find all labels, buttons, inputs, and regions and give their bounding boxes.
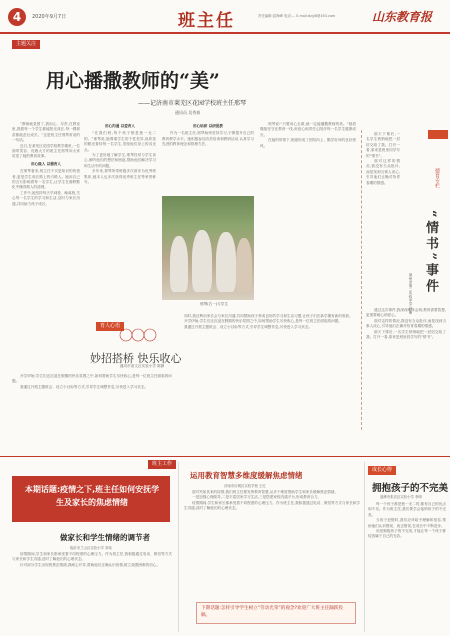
lower-left-byline: 临沂市兰山区实验小学 刘伟 <box>70 546 112 550</box>
photo-caption: 邢琴(右一)与学生 <box>200 302 228 306</box>
section2-byline: 潍坊市奎文区实验小学 陈静 <box>120 364 165 368</box>
masthead <box>0 0 450 34</box>
lead-photo <box>162 196 254 300</box>
paragraph: 我通过开展主题班会、设立小目标等方式,引导学生调整作息,尽快进入学习状态。 <box>20 384 149 389</box>
photo-person <box>236 238 252 292</box>
paragraph: 为了更好地了解学生,邢琴经常与学生谈心,倾听他们的想法和困惑,帮助他们解决学习和生活中的问题。 <box>84 153 156 168</box>
column-rule <box>364 462 365 632</box>
paragraph: 开学伊始,学生们还沉浸在假期的快乐氛围之中,如何帮助学生尽快收心,是每一位班主任面临的问题。 <box>184 319 342 324</box>
lead-column-4 <box>260 122 356 312</box>
publication-date: 2020年9月7日 <box>32 14 67 20</box>
paragraph: 工作中,她坚持每天早到校、晚离校,关心每一名学生的学习和生活,及时与家长沟通,共同助力孩子成长。 <box>12 190 80 206</box>
photo-person <box>216 232 236 292</box>
section-title: 班主任 <box>178 11 235 31</box>
section-divider <box>0 456 450 457</box>
lower-middle-column <box>184 490 360 598</box>
column-rule <box>178 462 179 632</box>
paragraph: 同时,我还利用家长会与家长沟通,共同帮助孩子养成良好的学习和生活习惯,让孩子们在新学期有新的收获。 <box>184 314 353 318</box>
paragraph: 针对部分学生出现的焦虑情绪,我耐心开导,帮助他们正确认识疫情,树立战胜困难的信心。 <box>20 562 160 567</box>
lower-middle-byline: 济南市历城区实验学校 王红 <box>224 484 266 488</box>
photo-person <box>170 236 188 292</box>
lead-article-byline: 通讯员 吴秀春 <box>175 110 201 115</box>
editor-info: 责任编辑:屈海峰 电话:... E-mail:dzjy8@163.com <box>258 14 336 18</box>
subheading: 用心沟通 以爱育人 <box>104 124 135 128</box>
paragraph: 面对这样的情况,我没有当众批评,而是找到当事人谈心,引导他们正确对待青春期的情感。 <box>366 159 400 185</box>
lower-left-title: 做家长和学生情绪的调节者 <box>60 533 150 542</box>
paragraph: 通过这次事件,我深深地体会到,教育需要智慧,更需要耐心和爱心。 <box>366 308 446 318</box>
paragraph: 那天下课后,一名学生悄悄地把一封信交给了我。打开一看,原来是班里同学写的“情书”。 <box>366 329 446 340</box>
paragraph: 一是加强心理疏导,二是丰富居家学习生活,三是搭建家校沟通平台,形成教育合力。 <box>192 495 322 500</box>
section2-column-2 <box>176 314 356 454</box>
paragraph: “教师就是园丁,我用心、尽责,在教室里,我愿每一个学生都能阳光成长,每一棵树苗都能茁壮成长。”这是班主任邢琴常说的一句话。 <box>12 122 80 143</box>
lead-article-title: 用心播撒教师的“美” <box>46 70 220 92</box>
kicker-topic: 主题关注 <box>12 40 40 49</box>
sidebar-title: “情书”事件 <box>423 210 438 295</box>
paragraph: 疫情期间,学生和家长都承受着不同程度的心理压力。作为班主任,我积极通过电话、微信等方式与家长和学生沟通,及时了解他们的心理状态。 <box>184 500 360 511</box>
sidebar-author: 莱州市第二实验中学 孙丽 <box>409 273 413 314</box>
paragraph: 当孩子犯错时,我们应该给予理解和宽容,帮助他们认识错误、改正错误,在成长中不断进步。 <box>368 518 446 528</box>
paragraph: 邢琴说:“只要用心去做,就一定能播撒教师的美。”她将继续坚守在教育一线,用爱心和责任心陪伴每一名学生健康成长。 <box>260 122 356 137</box>
page-number: 4 <box>8 8 26 26</box>
kicker-right: 成长心得 <box>368 466 396 475</box>
photo-person <box>192 230 212 292</box>
sidebar-column-1 <box>366 132 400 272</box>
kicker-lower: 班主工作 <box>148 460 176 469</box>
paragraph: 用爱拥抱孩子的不完美,才能让每一个孩子都绽放属于自己的光彩。 <box>368 529 446 539</box>
paragraph: 面对这样的情况,我没有当众批评,而是找到当事人谈心,引导他们正确对待青春期的情感。 <box>366 318 446 329</box>
lower-right-byline: 淄博市张店区实验小学 李明 <box>380 495 422 499</box>
paragraph: 作为一名班主任,邢琴始终坚持学习,不断提升自己的教育教学水平。她积极参加各类培训和教研活动,认真学习先进的教育理念和管理方法。 <box>162 131 254 147</box>
paragraph: 在她的带领下,班级形成了团结向上、勤学好问的良好班风。 <box>260 138 356 148</box>
paragraph: 多年来,邢琴所带班级多次被评为优秀班集体,她本人也多次获得优秀班主任等荣誉称号。 <box>84 169 156 185</box>
paragraph: 每一个孩子都是独一无二的,都有自己的优点和不足。作为班主任,我们要学会接纳孩子的不完美。 <box>368 502 446 517</box>
section2-title: 妙招搭桥 快乐收心 <box>90 352 182 365</box>
lower-middle-title: 运用教育智慧多维度缓解焦虑情绪 <box>190 471 303 480</box>
lower-left-column <box>12 552 172 632</box>
section2-column-1 <box>12 374 172 454</box>
paragraph: 开学伊始,学生们还沉浸在假期的快乐氛围之中,如何帮助学生尽快收心,是每一位班主任面临的问题。 <box>12 374 172 384</box>
paragraph: “在我们班,每个孩子都是独一无二的。”邢琴说,她尊重学生的个性差异,用欣赏的眼光看待每一名学生,发现他们身上的闪光点。 <box>84 131 156 152</box>
lead-column-3 <box>162 122 254 194</box>
subheading: 用心做人 以德育人 <box>30 161 61 166</box>
sidebar-label: 德育专栏 <box>434 168 440 188</box>
paragraph: 那天下课后,一名学生悄悄地把一封信交给了我。打开一看,原来是班里同学写的“情书”。 <box>366 132 400 158</box>
paragraph: 疫情期间,学生和家长都承受着不同程度的心理压力。作为班主任,我积极通过电话、微信等方式与家长和学生沟通,及时了解他们的心理状态。 <box>12 552 172 562</box>
lower-right-title: 拥抱孩子的不完美 <box>372 483 449 494</box>
next-topic-notice: 下期话题:怎样引导学生树立“劳动光荣”的观念?欢迎广大班主任踊跃投稿。 <box>196 602 356 624</box>
lead-column-2 <box>84 122 156 322</box>
kicker-section2: 育人心语 <box>96 322 124 331</box>
lead-article-subtitle: ——记济南市莱芜区花园学校班主任邢琴 <box>138 100 247 107</box>
paragraph: 近日,在莱芜区花园学校教学楼里,一位面带笑容、优雅大方的班主任邢琴向大家讲述了她的教育故事。 <box>12 143 80 159</box>
subheading: 用心钻研 以研促教 <box>192 124 223 128</box>
decorative-circles-icon <box>118 324 158 346</box>
lead-column-1 <box>12 122 80 322</box>
paragraph: 在邢琴看来,班主任不仅是知识的传授者,更是学生成长路上的引路人。她用自己的言行影响着每一名学生,让学生在潜移默化中懂得做人的道理。 <box>12 169 80 190</box>
paragraph: 我通过开展主题班会、设立小目标等方式,引导学生调整作息,尽快进入学习状态。 <box>184 324 313 329</box>
sidebar-kicker <box>428 130 448 139</box>
paragraph: 面对突如其来的疫情,我们班主任要发挥教育智慧,从多个维度帮助学生和家长缓解焦虑情绪。 <box>192 490 339 494</box>
topic-panel-title: 本期话题:疫情之下,班主任如何安抚学生及家长的焦虑情绪 <box>24 485 160 507</box>
sidebar-column-2 <box>366 308 446 428</box>
newspaper-logo: 山东教育报 <box>372 10 433 24</box>
lower-right-column <box>368 502 446 632</box>
